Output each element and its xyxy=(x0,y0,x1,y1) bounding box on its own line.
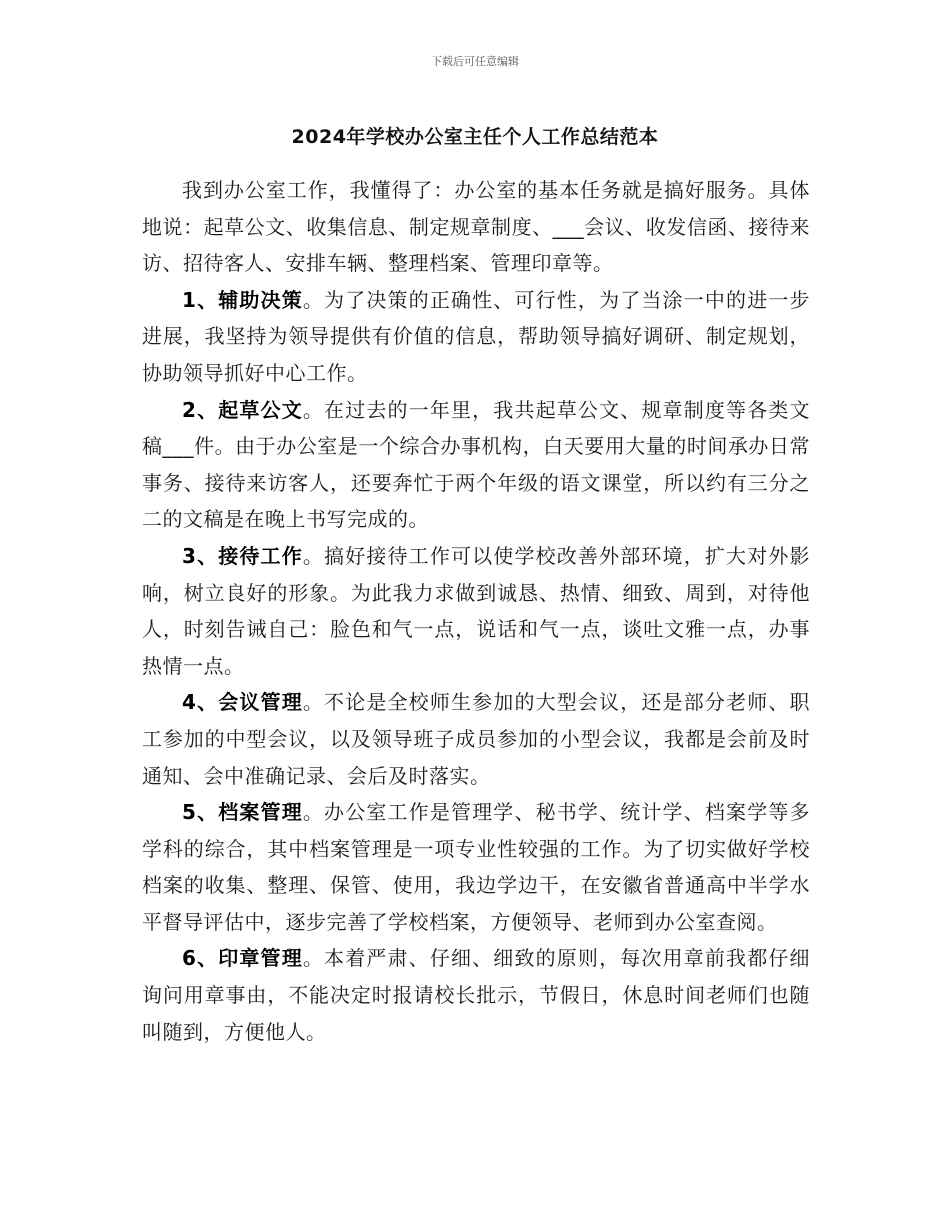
section-heading-2: 2、起草公文 xyxy=(182,397,303,422)
section-text-6: 。本着严肃、仔细、细致的原则，每次用章前我都仔细询问用章事由，不能决定时报请校长批示，节假日，休息时间老师们也随叫随到，方便他人。 xyxy=(142,946,811,1044)
section-heading-4: 4、会议管理 xyxy=(182,690,303,715)
intro-paragraph: 我到办公室工作，我懂得了：办公室的基本任务就是搞好服务。具体地说：起草公文、收集信息、制定规章制度、___会议、收发信函、接待来访、招待客人、安排车辆、整理档案、管理印章等。 xyxy=(142,178,810,276)
section-paragraph-4 xyxy=(142,684,810,794)
section-text-2: 。在过去的一年里，我共起草公文、规章制度等各类文稿___件。由于办公室是一个综合办事机构，白天要用大量的时间承办日常事务、接待来访客人，还要奔忙于两个年级的语文课堂，所以约有三分之二的文稿是在晚上书写完成的。 xyxy=(142,397,811,532)
section-heading-5: 5、档案管理 xyxy=(182,800,303,825)
section-paragraph-3 xyxy=(142,538,810,684)
section-text-5: 。办公室工作是管理学、秘书学、统计学、档案学等多学科的综合，其中档案管理是一项专业性较强的工作。为了切实做好学校档案的收集、整理、保管、使用，我边学边干，在安徽省普通高中半学水平督导评估中，逐步完善了学校档案，方便领导、老师到办公室查阅。 xyxy=(142,800,811,934)
section-text-4: 。不论是全校师生参加的大型会议，还是部分老师、职工参加的中型会议，以及领导班子成员参加的小型会议，我都是会前及时通知、会中准确记录、会后及时落实。 xyxy=(142,690,811,788)
document-title: 2024年学校办公室主任个人工作总结范本 xyxy=(291,126,659,148)
section-text-3: 。搞好接待工作可以使学校改善外部环境，扩大对外影响，树立良好的形象。为此我力求做到诚恳、热情、细致、周到，对待他人，时刻告诫自己：脸色和气一点，说话和气一点，谈吐文雅一点，办事热情一点。 xyxy=(142,543,811,678)
section-heading-1: 1、辅助决策 xyxy=(182,287,303,312)
section-text-1: 。为了决策的正确性、可行性，为了当涂一中的进一步进展，我坚持为领导提供有价值的信息，帮助领导搞好调研、制定规划，协助领导抓好中心工作。 xyxy=(142,287,811,385)
section-heading-3: 3、接待工作 xyxy=(182,543,303,568)
document-body xyxy=(142,172,810,1050)
section-paragraph-1 xyxy=(142,282,810,392)
section-paragraph-2 xyxy=(142,392,810,538)
section-paragraph-5 xyxy=(142,794,810,940)
section-heading-6: 6、印章管理 xyxy=(182,946,303,971)
section-paragraph-6 xyxy=(142,940,810,1050)
download-note: 下载后可任意编辑 xyxy=(431,55,519,68)
